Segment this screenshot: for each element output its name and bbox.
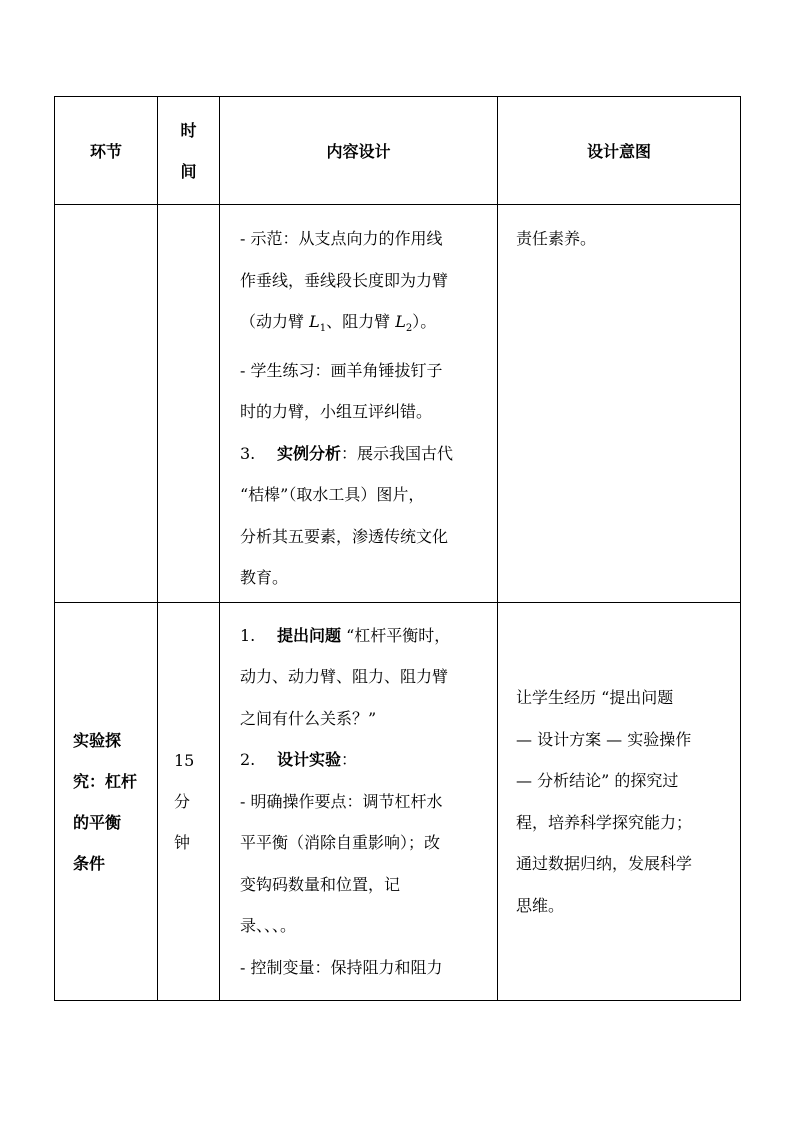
row1-content-line: 分析其五要素，渗透传统文化 xyxy=(240,526,449,546)
table-row xyxy=(55,205,741,603)
header-time-line2: 间 xyxy=(180,161,197,181)
row2-stage-line: 实验探 xyxy=(73,730,122,750)
row2-content-cell xyxy=(220,603,498,1001)
row1-content-line: 教育。 xyxy=(240,568,289,588)
row2-content-line: 之间有什么关系？” xyxy=(240,708,377,728)
row2-intent-line: — 分析结论” 的探究过 xyxy=(516,771,679,790)
row2-stage-line: 究：杠杆 xyxy=(73,771,138,791)
row2-intent-line: — 设计方案 — 实验操作 xyxy=(516,729,692,749)
header-stage: 环节 xyxy=(55,97,158,205)
row2-stage-cell xyxy=(55,603,158,1001)
row2-time-line: 钟 xyxy=(174,833,191,852)
row2-intent-line: 通过数据归纳，发展科学 xyxy=(516,854,693,873)
row1-content-line: 时的力臂，小组互评纠错。 xyxy=(240,402,433,422)
table-header-row xyxy=(55,97,741,205)
row2-stage-line: 条件 xyxy=(73,853,106,873)
row2-content-line: 动力、动力臂、阻力、阻力臂 xyxy=(240,667,449,687)
row2-content-line: - 控制变量：保持阻力和阻力 xyxy=(240,957,443,977)
row1-time-cell xyxy=(158,205,220,603)
row1-content-line: - 学生练习：画羊角锤拔钉子 xyxy=(240,360,443,380)
row1-content-line: （动力臂 $L_1$、阻力臂 $L_2$）。 xyxy=(240,312,437,335)
row2-intent-line: 程，培养科学探究能力； xyxy=(516,812,693,832)
row2-time-line: 15 xyxy=(174,751,195,770)
row2-content-line: 1. 提出问题 “杠杆平衡时， xyxy=(240,625,451,645)
row2-intent-line: 让学生经历 “提出问题 xyxy=(516,688,674,707)
row2-time-cell xyxy=(158,603,220,1001)
row2-content-line: 录、、、。 xyxy=(240,916,297,936)
row2-content-line: 变钩码数量和位置，记 xyxy=(240,874,401,894)
header-time-line1: 时 xyxy=(180,120,197,140)
row2-time-line: 分 xyxy=(174,792,191,811)
header-time xyxy=(158,97,220,205)
row2-intent-cell xyxy=(498,603,741,1001)
row1-intent-cell xyxy=(498,205,741,603)
lesson-plan-table xyxy=(54,96,741,1001)
row1-content-line: “桔槔”（取水工具）图片， xyxy=(240,485,425,505)
row1-content-line: 作垂线，垂线段长度即为力臂 xyxy=(240,270,449,290)
row2-content-line: 平平衡（消除自重影响）；改 xyxy=(240,833,441,853)
row1-content-line: - 示范：从支点向力的作用线 xyxy=(240,229,443,248)
header-content: 内容设计 xyxy=(220,97,498,205)
row2-intent-line: 思维。 xyxy=(516,895,565,915)
row1-content-cell xyxy=(220,205,498,603)
row2-content-line: 2. 设计实验： xyxy=(240,750,358,770)
row1-stage-cell xyxy=(55,205,158,603)
row1-content-line: 3. 实例分析：展示我国古代 xyxy=(240,443,454,463)
row2-stage-line: 的平衡 xyxy=(73,812,122,832)
header-intent: 设计意图 xyxy=(498,97,741,205)
table-row xyxy=(55,603,741,1001)
row1-intent-text: 责任素养。 xyxy=(516,229,597,248)
row2-content-line: - 明确操作要点：调节杠杆水 xyxy=(240,791,443,811)
